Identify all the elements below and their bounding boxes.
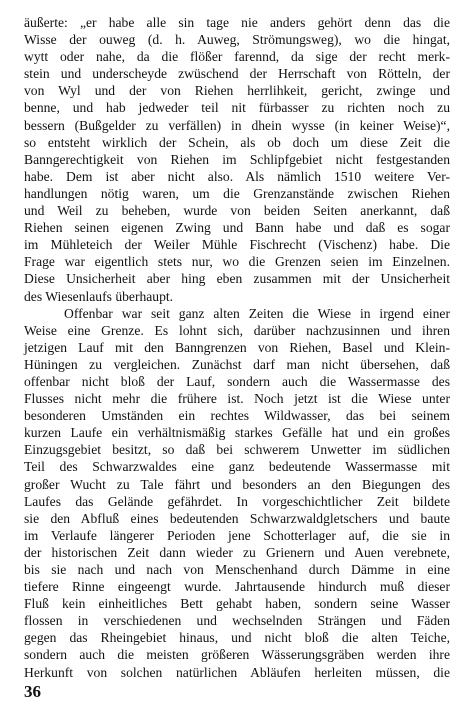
text-line: Riehen seinen eigenen Zwing und Bann habe und daß es sogar: [24, 220, 450, 236]
text-line: wytt oder nahe, da die flößer farennd, da sige der recht merk-: [24, 49, 450, 65]
text-line: Wisse der ouweg (d. h. Auweg, Strömungsweg), wo die hingat,: [24, 32, 450, 48]
text-line: bessern (Bußgelder zu verfällen) in dhein wysse (in keiner Weise)“,: [24, 117, 450, 133]
page-number: 36: [24, 682, 41, 701]
text-line: sondern auch die meisten größeren Wässerungsgräben werden ihre: [24, 647, 450, 663]
text-line: Hüningen zu vergleichen. Zunächst darf man nicht übersehen, daß: [24, 356, 450, 372]
text-line: Frage war eigentlich stets nur, wo die Grenzen seien im Einzelnen.: [24, 254, 450, 270]
text-line: Diese Unsicherheit aber hing eben zusammen mit der Unsicherheit: [24, 271, 450, 287]
text-line: Banngerechtigkeit von Riehen im Schlipfgebiet nicht festgestanden: [24, 151, 450, 167]
text-line: von Wyl und der von Riehen herrlihkeit, gericht, zwinge und: [24, 83, 450, 99]
page-body: [24, 14, 450, 681]
text-line: so entsteht wirklich der Schein, als ob doch um diese Zeit die: [24, 134, 450, 150]
text-line: tiefere Rinne eingeengt wurde. Jahrtausende hindurch muß dieser: [24, 579, 450, 595]
text-line: großer Wucht zu Tale fährt und besonders an den Biegungen des: [24, 476, 450, 492]
text-line: im Mühleteich der Weiler Mühle Fischrecht (Vischenz) habe. Die: [24, 237, 450, 253]
text-line: flossen in verschiedenen und wechselnden Strängen und Fäden: [24, 613, 450, 629]
text-line: Fluß kein einheitliches Bett gehabt haben, sondern seine Wasser: [24, 596, 450, 612]
text-line: besonderen Umständen ein rechtes Wildwasser, das bei seinem: [24, 408, 450, 424]
text-line: Flusses nicht mehr die frühere ist. Noch jetzt ist die Wiese unter: [24, 391, 450, 407]
text-line: Herkunft von solchen natürlichen Abläufen herleiten müssen, die: [24, 664, 450, 680]
text-line: habe. Dem ist aber nicht also. Als nämlich 1510 weitere Ver-: [24, 168, 450, 184]
text-line: und Weil zu beheben, wurde von beiden Seiten anerkannt, daß: [24, 203, 450, 219]
text-line: benne, und hab jedweder teil nit fürbasser zu richten noch zu: [24, 100, 450, 116]
paragraph-start-line: Offenbar war seit ganz alten Zeiten die Wiese in irgend einer: [64, 305, 450, 321]
text-line: kurzen Laufe ein verhältnismäßig starkes Gefälle hat und ein großes: [24, 425, 450, 441]
text-line: der historischen Zeit dann wieder zu Grienern und Auen verebnete,: [24, 544, 450, 560]
paragraph-end-line: des Wiesenlaufs überhaupt.: [24, 288, 174, 304]
text-line: offenbar nicht bloß der Lauf, sondern auch die Wassermasse des: [24, 373, 450, 389]
text-line: jetzigen Lauf mit den Banngrenzen von Riehen, Basel und Klein-: [24, 339, 450, 355]
text-line: handlungen nötig waren, um die Grenzanstände zwischen Riehen: [24, 185, 450, 201]
text-line: sie den Abfluß eines bedeutenden Schwarzwaldgletschers und baute: [24, 510, 450, 526]
text-line: im Verlaufe längerer Perioden jene Schotterlager auf, die sie in: [24, 527, 450, 543]
text-line: Weise eine Grenze. Es lohnt sich, darüber nachzusinnen und ihren: [24, 322, 450, 338]
text-line: Einzugsgebiet besitzt, so daß bei schwerem Unwetter im südlichen: [24, 442, 450, 458]
text-line: bis sie nach und nach von Menschenhand durch Dämme in eine: [24, 562, 450, 577]
text-line: äußerte: „er habe alle sin tage nie anders gehört denn das die: [24, 15, 450, 30]
text-line: stein und underscheyde zwüschend der Herrschaft von Rötteln, der: [24, 66, 450, 82]
text-line: gegen das Rheingebiet hinaus, und nicht bloß die alten Teiche,: [24, 630, 450, 646]
text-line: Teil des Schwarzwaldes eine ganz bedeutende Wassermasse mit: [24, 459, 450, 475]
text-line: Laufes das Gelände gefährdet. In vorgeschichtlicher Zeit bildete: [24, 493, 450, 509]
